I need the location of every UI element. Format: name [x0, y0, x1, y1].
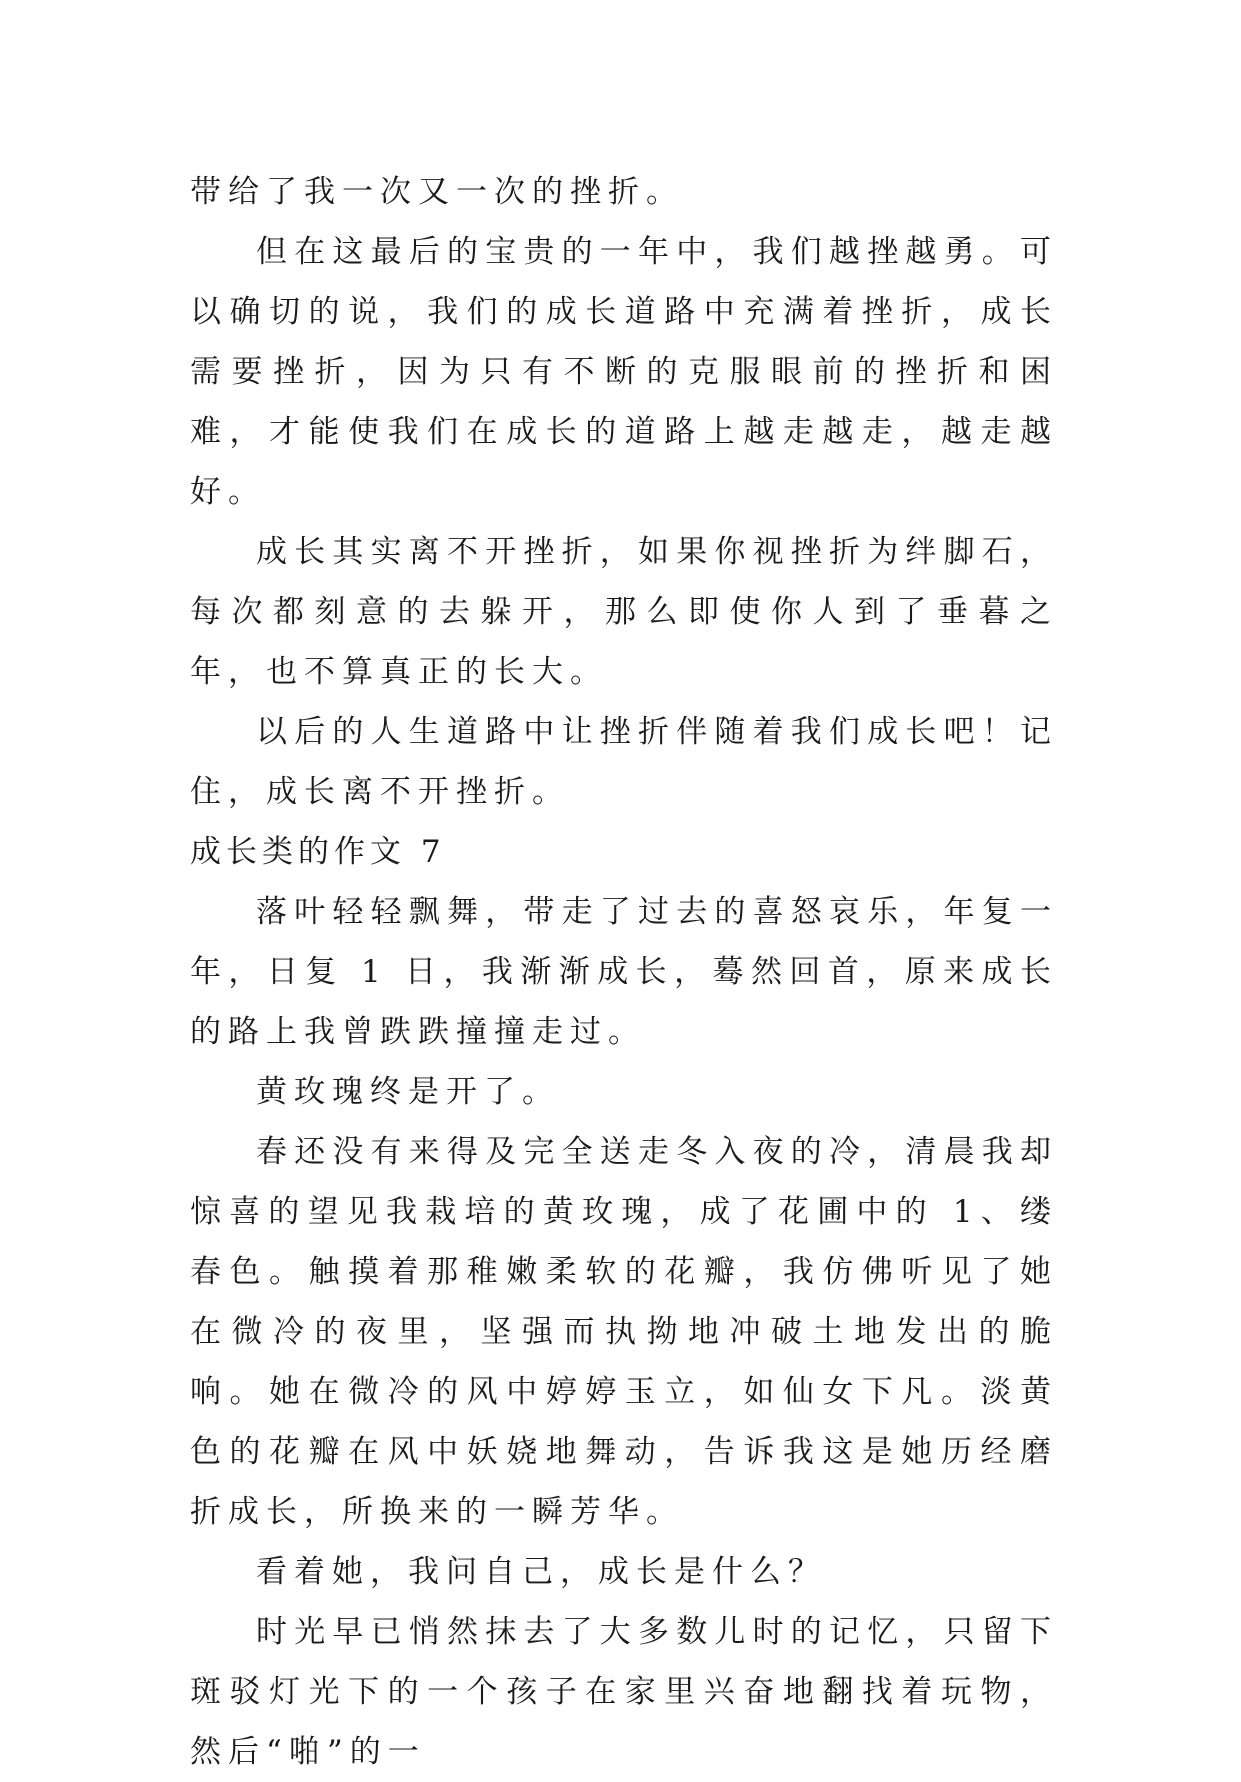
- paragraph-continuation: 带给了我一次又一次的挫折。: [190, 174, 684, 210]
- paragraph: 看着她，我问自己，成长是什么？: [256, 1554, 826, 1590]
- paragraph: 春还没有来得及完全送走冬入夜的冷，清晨我却惊喜的望见我栽培的黄玫瑰，成了花圃中的 1、缕春色。触摸着那稚嫩柔软的花瓣，我仿佛听见了她在微冷的夜里，坚强而执拗地冲破土地发出的脆响。她在微冷的风中婷婷玉立，如仙女下凡。淡黄色的花瓣在风中妖娆地舞动，告诉我这是她历经磨折成长，所换来的一瞬芳华。: [190, 1134, 1058, 1530]
- document-body: [190, 162, 1058, 1782]
- paragraph: 黄玫瑰终是开了。: [256, 1074, 560, 1110]
- paragraph: 但在这最后的宝贵的一年中，我们越挫越勇。可以确切的说，我们的成长道路中充满着挫折，成长需要挫折，因为只有不断的克服眼前的挫折和困难，才能使我们在成长的道路上越走越走，越走越好。: [190, 234, 1058, 510]
- paragraph: 时光早已悄然抹去了大多数儿时的记忆，只留下斑驳灯光下的一个孩子在家里兴奋地翻找着玩物，然后“啪”的一: [190, 1614, 1058, 1770]
- paragraph: 以后的人生道路中让挫折伴随着我们成长吧！记住，成长离不开挫折。: [190, 714, 1058, 810]
- paragraph: 成长其实离不开挫折，如果你视挫折为绊脚石，每次都刻意的去躲开，那么即使你人到了垂暮之年，也不算真正的长大。: [190, 534, 1058, 690]
- paragraph: 落叶轻轻飘舞，带走了过去的喜怒哀乐，年复一年，日复 1 日，我渐渐成长，蓦然回首，原来成长的路上我曾跌跌撞撞走过。: [190, 894, 1058, 1050]
- section-heading: 成长类的作文 7: [190, 834, 446, 870]
